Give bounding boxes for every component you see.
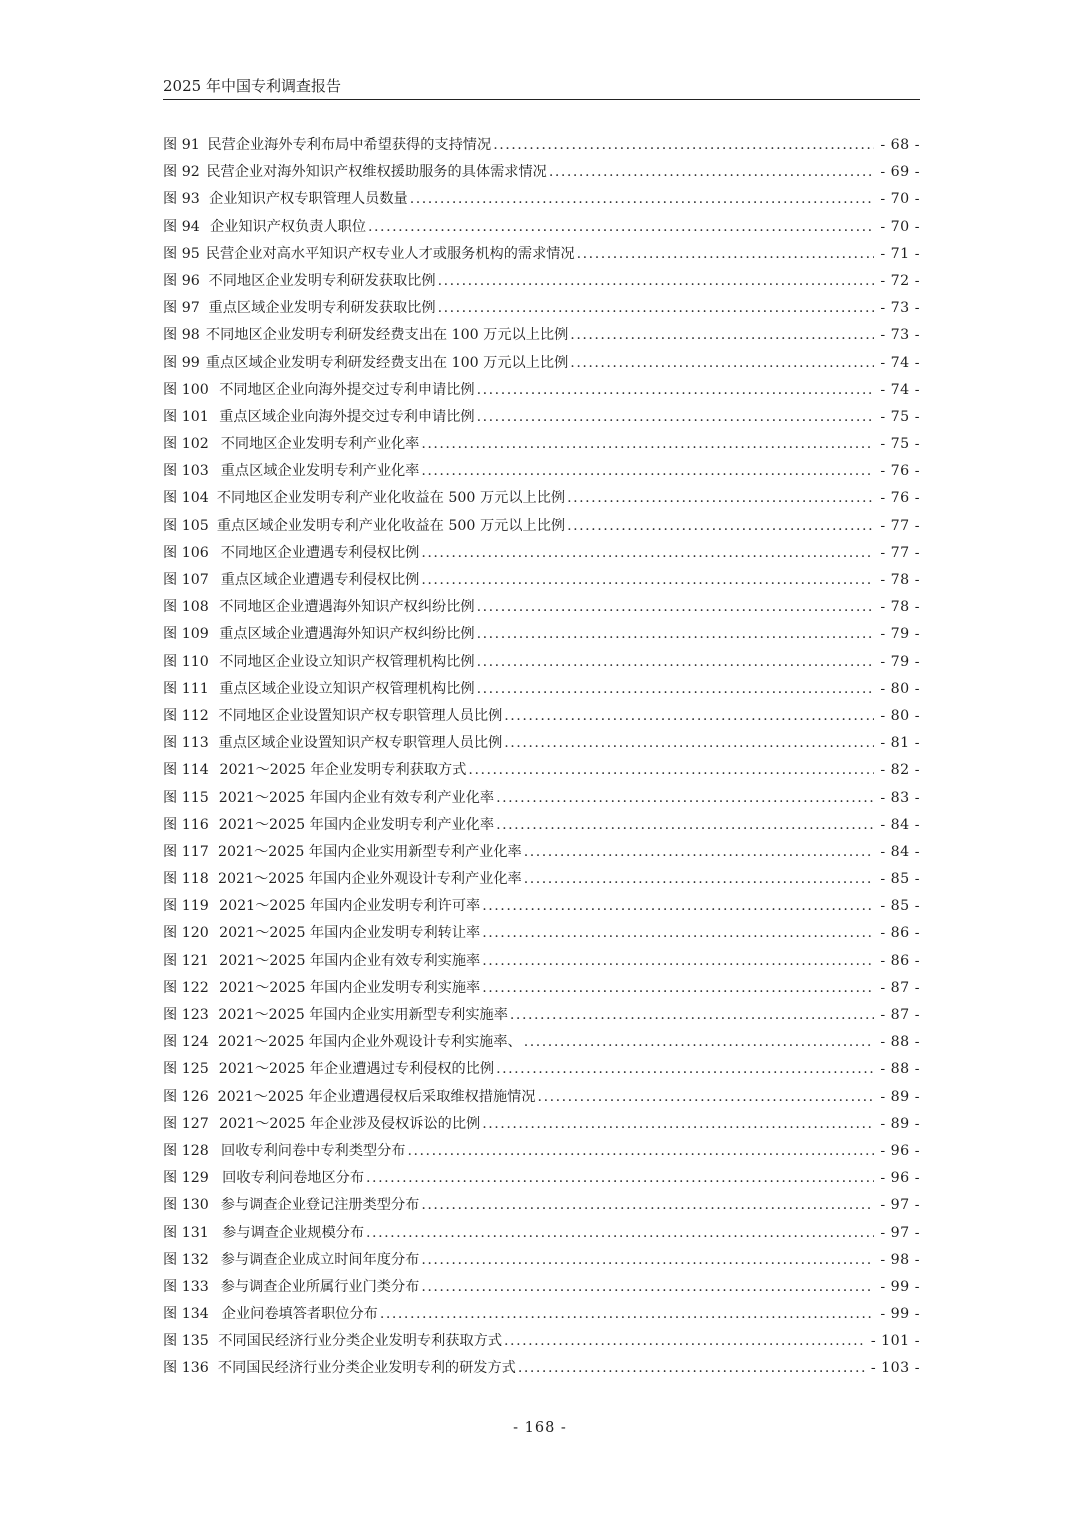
toc-entry[interactable]: [163, 1029, 920, 1056]
figure-title: 2021～2025 年国内企业发明专利许可率: [219, 898, 481, 915]
figure-title: 不同地区企业发明专利研发经费支出在 100 万元以上比例: [205, 327, 569, 344]
dot-leader: [477, 377, 875, 404]
toc-entry[interactable]: [163, 676, 920, 703]
running-header: 2025 年中国专利调查报告: [163, 77, 341, 95]
figure-title: 民营企业对高水平知识产权专业人才或服务机构的需求情况: [205, 245, 575, 262]
dot-leader: [496, 1056, 874, 1083]
toc-entry[interactable]: [163, 812, 920, 839]
page-ref: - 74 -: [880, 354, 920, 371]
figure-label: 图 101: [163, 408, 209, 425]
figure-title: 重点区域企业遭遇专利侵权比例: [220, 572, 420, 588]
figure-title: 重点区域企业发明专利研发经费支出在 100 万元以上比例: [205, 354, 569, 371]
figure-title: 不同国民经济行业分类企业发明专利的研发方式: [217, 1360, 516, 1377]
dot-leader: [477, 404, 875, 431]
figure-label: 图 99: [163, 354, 200, 371]
page-ref: - 83 -: [880, 789, 920, 806]
page-ref: - 73 -: [880, 327, 920, 344]
figure-title: 2021～2025 年国内企业外观设计专利产业化率: [217, 871, 522, 888]
page-ref: - 79 -: [880, 626, 920, 643]
dot-leader: [368, 214, 874, 241]
page-ref: - 97 -: [880, 1224, 920, 1241]
figure-title: 不同地区企业遭遇海外知识产权纠纷比例: [219, 599, 475, 616]
toc-entry[interactable]: [163, 948, 920, 975]
figure-label: 图 133: [163, 1278, 209, 1295]
toc-entry[interactable]: [163, 132, 920, 159]
dot-leader: [482, 893, 874, 920]
page-ref: - 84 -: [880, 843, 920, 860]
figure-title: 2021～2025 年企业涉及侵权诉讼的比例: [219, 1115, 481, 1132]
toc-entry[interactable]: [163, 1220, 920, 1247]
dot-leader: [421, 567, 874, 594]
figure-title: 参与调查企业成立时间年度分布: [220, 1251, 420, 1268]
figure-label: 图 126: [163, 1088, 209, 1105]
figure-title: 不同地区企业向海外提交过专利申请比例: [219, 381, 475, 398]
page-ref: - 99 -: [880, 1278, 920, 1295]
toc-entry[interactable]: [163, 159, 920, 186]
figure-label: 图 98: [163, 327, 200, 344]
toc-entry[interactable]: [163, 186, 920, 213]
toc-entry[interactable]: [163, 649, 920, 676]
figure-label: 图 119: [163, 898, 209, 915]
figure-title: 2021～2025 年国内企业有效专利产业化率: [218, 789, 495, 806]
dot-leader: [421, 1274, 874, 1301]
figure-title: 2021～2025 年国内企业发明专利实施率: [219, 979, 481, 996]
page-ref: - 81 -: [880, 735, 920, 752]
toc-entry[interactable]: [163, 1274, 920, 1301]
figure-label: 图 131: [163, 1224, 209, 1241]
figure-title: 重点区域企业发明专利研发获取比例: [208, 300, 436, 317]
toc-entry[interactable]: [163, 621, 920, 648]
dot-leader: [477, 649, 875, 676]
figure-title: 重点区域企业向海外提交过专利申请比例: [219, 408, 475, 425]
toc-entry[interactable]: [163, 1056, 920, 1083]
figure-label: 图 106: [163, 544, 209, 561]
figure-label: 图 118: [163, 871, 209, 888]
toc-entry[interactable]: [163, 241, 920, 268]
toc-entry[interactable]: [163, 513, 920, 540]
dot-leader: [482, 920, 874, 947]
figure-label: 图 102: [163, 436, 209, 453]
toc-entry[interactable]: [163, 920, 920, 947]
toc-entry[interactable]: [163, 785, 920, 812]
toc-entry[interactable]: [163, 268, 920, 295]
dot-leader: [477, 594, 875, 621]
figure-title: 2021～2025 年国内企业有效专利实施率: [219, 952, 481, 969]
figure-label: 图 95: [163, 245, 200, 262]
figure-label: 图 97: [163, 300, 200, 317]
toc-entry[interactable]: [163, 1247, 920, 1274]
page-ref: - 77 -: [880, 517, 920, 534]
figure-title: 企业知识产权负责人职位: [209, 218, 367, 235]
figure-label: 图 96: [163, 272, 200, 289]
figure-label: 图 103: [163, 463, 209, 480]
dot-leader: [567, 513, 874, 540]
page-ref: - 72 -: [880, 272, 920, 289]
page-ref: - 68 -: [880, 137, 920, 153]
toc-entry[interactable]: [163, 1111, 920, 1138]
dot-leader: [477, 676, 875, 703]
dot-leader: [570, 350, 874, 377]
figure-title: 不同地区企业发明专利产业化率: [220, 436, 420, 453]
toc-entry[interactable]: [163, 839, 920, 866]
dot-leader: [496, 785, 874, 812]
dot-leader: [482, 975, 874, 1002]
page-ref: - 82 -: [880, 762, 920, 779]
dot-leader: [504, 730, 874, 757]
figure-title: 2021～2025 年企业遭遇过专利侵权的比例: [218, 1061, 495, 1078]
page-ref: - 97 -: [880, 1197, 920, 1214]
page-ref: - 76 -: [880, 463, 920, 480]
page-ref: - 76 -: [880, 490, 920, 507]
dot-leader: [482, 948, 874, 975]
figure-label: 图 105: [163, 517, 209, 534]
figure-label: 图 114: [163, 762, 209, 779]
figure-label: 图 127: [163, 1115, 209, 1132]
page-ref: - 73 -: [880, 300, 920, 317]
figure-title: 民营企业对海外知识产权维权援助服务的具体需求情况: [206, 164, 547, 181]
toc-entry[interactable]: [163, 322, 920, 349]
page-ref: - 99 -: [880, 1306, 920, 1323]
figure-label: 图 104: [163, 490, 209, 507]
page-ref: - 78 -: [880, 572, 920, 588]
figure-label: 图 115: [163, 789, 209, 806]
figure-title: 2021～2025 年国内企业发明专利产业化率: [218, 816, 495, 833]
dot-leader: [524, 839, 875, 866]
figure-title: 不同地区企业发明专利产业化收益在 500 万元以上比例: [216, 490, 566, 507]
toc-entry[interactable]: [163, 1192, 920, 1219]
dot-leader: [482, 1111, 874, 1138]
dot-leader: [524, 866, 875, 893]
toc-entry[interactable]: [163, 350, 920, 377]
figure-label: 图 112: [163, 707, 209, 724]
page-ref: - 87 -: [880, 1007, 920, 1023]
figure-label: 图 128: [163, 1142, 209, 1159]
figure-title: 企业知识产权专职管理人员数量: [209, 191, 408, 208]
toc-entry[interactable]: [163, 540, 920, 567]
dot-leader: [421, 431, 874, 458]
toc-entry[interactable]: [163, 567, 920, 594]
figure-title: 回收专利问卷地区分布: [222, 1170, 365, 1187]
page-ref: - 70 -: [880, 191, 920, 208]
figure-label: 图 132: [163, 1251, 209, 1268]
figure-label: 图 120: [163, 925, 209, 942]
figure-label: 图 92: [163, 164, 200, 181]
figure-title: 2021～2025 年国内企业实用新型专利产业化率: [217, 843, 522, 860]
dot-leader: [421, 1247, 874, 1274]
figure-label: 图 125: [163, 1061, 209, 1078]
page-ref: - 71 -: [880, 245, 920, 262]
page-ref: - 88 -: [880, 1061, 920, 1078]
figure-label: 图 94: [163, 218, 200, 235]
page-ref: - 86 -: [880, 925, 920, 942]
dot-leader: [366, 1220, 874, 1247]
figure-label: 图 116: [163, 816, 209, 833]
page-ref: - 75 -: [880, 436, 920, 453]
figure-title: 2021～2025 年企业遭遇侵权后采取维权措施情况: [217, 1088, 536, 1105]
toc-entry[interactable]: [163, 431, 920, 458]
figure-label: 图 117: [163, 843, 209, 860]
toc-entry[interactable]: [163, 866, 920, 893]
figure-title: 2021～2025 年国内企业外观设计专利实施率、: [217, 1034, 522, 1051]
dot-leader: [366, 1165, 874, 1192]
page-ref: - 87 -: [880, 979, 920, 996]
toc-entry[interactable]: [163, 1084, 920, 1111]
page-ref: - 96 -: [880, 1170, 920, 1187]
page-ref: - 75 -: [880, 408, 920, 425]
dot-leader: [477, 621, 875, 648]
dot-leader: [421, 540, 874, 567]
figure-title: 重点区域企业发明专利产业化收益在 500 万元以上比例: [216, 517, 566, 534]
figure-label: 图 109: [163, 626, 209, 643]
dot-leader: [421, 458, 874, 485]
page-ref: - 80 -: [880, 680, 920, 697]
page-ref: - 84 -: [880, 816, 920, 833]
figure-label: 图 130: [163, 1197, 209, 1214]
figure-label: 图 93: [163, 191, 200, 208]
page-ref: - 86 -: [880, 952, 920, 969]
figure-title: 重点区域企业发明专利产业化率: [220, 463, 420, 480]
figure-title: 回收专利问卷中专利类型分布: [221, 1142, 406, 1159]
figure-title: 重点区域企业设立知识产权管理机构比例: [219, 680, 475, 697]
figure-label: 图 123: [163, 1007, 209, 1023]
toc-entry[interactable]: [163, 485, 920, 512]
dot-leader: [438, 268, 875, 295]
dot-leader: [570, 322, 874, 349]
dot-leader: [410, 186, 875, 213]
toc-entry[interactable]: [163, 594, 920, 621]
figure-title: 重点区域企业设置知识产权专职管理人员比例: [218, 735, 503, 752]
figure-label: 图 100: [163, 381, 209, 398]
figure-title: 不同地区企业设立知识产权管理机构比例: [219, 653, 475, 670]
dot-leader: [577, 241, 875, 268]
page-ref: - 85 -: [880, 871, 920, 888]
dot-leader: [496, 812, 874, 839]
figure-title: 参与调查企业规模分布: [222, 1224, 365, 1241]
figure-title: 参与调查企业登记注册类型分布: [220, 1197, 420, 1214]
figure-list: [163, 132, 920, 1383]
toc-entry[interactable]: [163, 1355, 920, 1382]
page-ref: - 70 -: [880, 218, 920, 235]
toc-entry[interactable]: [163, 1165, 920, 1192]
figure-title: 企业问卷填答者职位分布: [221, 1306, 378, 1323]
dot-leader: [504, 703, 874, 730]
figure-title: 2021～2025 年国内企业实用新型专利实施率: [218, 1007, 508, 1023]
dot-leader: [524, 1029, 875, 1056]
figure-label: 图 110: [163, 653, 209, 670]
toc-entry[interactable]: [163, 1328, 920, 1355]
dot-leader: [518, 1355, 865, 1382]
figure-title: 参与调查企业所属行业门类分布: [220, 1278, 420, 1295]
figure-label: 图 135: [163, 1333, 209, 1350]
toc-entry[interactable]: [163, 757, 920, 784]
figure-label: 图 121: [163, 952, 209, 969]
dot-leader: [510, 1002, 874, 1029]
toc-entry[interactable]: [163, 975, 920, 1002]
toc-entry[interactable]: [163, 1002, 920, 1029]
figure-title: 民营企业海外专利布局中希望获得的支持情况: [207, 137, 492, 153]
figure-title: 2021～2025 年国内企业发明专利转让率: [219, 925, 481, 942]
page-ref: - 103 -: [870, 1360, 920, 1377]
header-divider: [163, 99, 920, 100]
page-ref: - 78 -: [880, 599, 920, 616]
figure-label: 图 134: [163, 1306, 209, 1323]
dot-leader: [468, 757, 874, 784]
dot-leader: [408, 1138, 875, 1165]
figure-title: 不同地区企业设置知识产权专职管理人员比例: [218, 707, 503, 724]
dot-leader: [504, 1328, 865, 1355]
figure-label: 图 122: [163, 979, 209, 996]
figure-label: 图 113: [163, 735, 209, 752]
figure-title: 不同地区企业发明专利研发获取比例: [208, 272, 436, 289]
figure-label: 图 107: [163, 572, 209, 588]
dot-leader: [493, 132, 874, 159]
page-ref: - 77 -: [880, 544, 920, 561]
page-ref: - 101 -: [870, 1333, 920, 1350]
figure-label: 图 136: [163, 1360, 209, 1377]
page-ref: - 74 -: [880, 381, 920, 398]
figure-title: 重点区域企业遭遇海外知识产权纠纷比例: [219, 626, 475, 643]
page-ref: - 88 -: [880, 1034, 920, 1051]
page-ref: - 69 -: [880, 164, 920, 181]
page-ref: - 96 -: [880, 1142, 920, 1159]
page-ref: - 79 -: [880, 653, 920, 670]
figure-label: 图 91: [163, 137, 200, 153]
toc-entry[interactable]: [163, 295, 920, 322]
page-ref: - 85 -: [880, 898, 920, 915]
toc-entry[interactable]: [163, 404, 920, 431]
dot-leader: [567, 485, 874, 512]
figure-label: 图 111: [163, 680, 209, 697]
figure-title: 不同地区企业遭遇专利侵权比例: [220, 544, 420, 561]
dot-leader: [380, 1301, 874, 1328]
figure-label: 图 108: [163, 599, 209, 616]
toc-entry[interactable]: [163, 730, 920, 757]
page-ref: - 80 -: [880, 707, 920, 724]
dot-leader: [438, 295, 875, 322]
dot-leader: [538, 1084, 875, 1111]
page-number: - 168 -: [513, 1420, 567, 1436]
figure-label: 图 129: [163, 1170, 209, 1187]
page-ref: - 89 -: [880, 1088, 920, 1105]
toc-entry[interactable]: [163, 458, 920, 485]
toc-entry[interactable]: [163, 377, 920, 404]
dot-leader: [421, 1192, 874, 1219]
dot-leader: [549, 159, 875, 186]
toc-entry[interactable]: [163, 1138, 920, 1165]
figure-title: 2021～2025 年企业发明专利获取方式: [219, 762, 467, 779]
page-ref: - 98 -: [880, 1251, 920, 1268]
toc-entry[interactable]: [163, 1301, 920, 1328]
toc-entry[interactable]: [163, 703, 920, 730]
figure-label: 图 124: [163, 1034, 209, 1051]
toc-entry[interactable]: [163, 214, 920, 241]
toc-entry[interactable]: [163, 893, 920, 920]
page-ref: - 89 -: [880, 1115, 920, 1132]
figure-title: 不同国民经济行业分类企业发明专利获取方式: [218, 1333, 503, 1350]
